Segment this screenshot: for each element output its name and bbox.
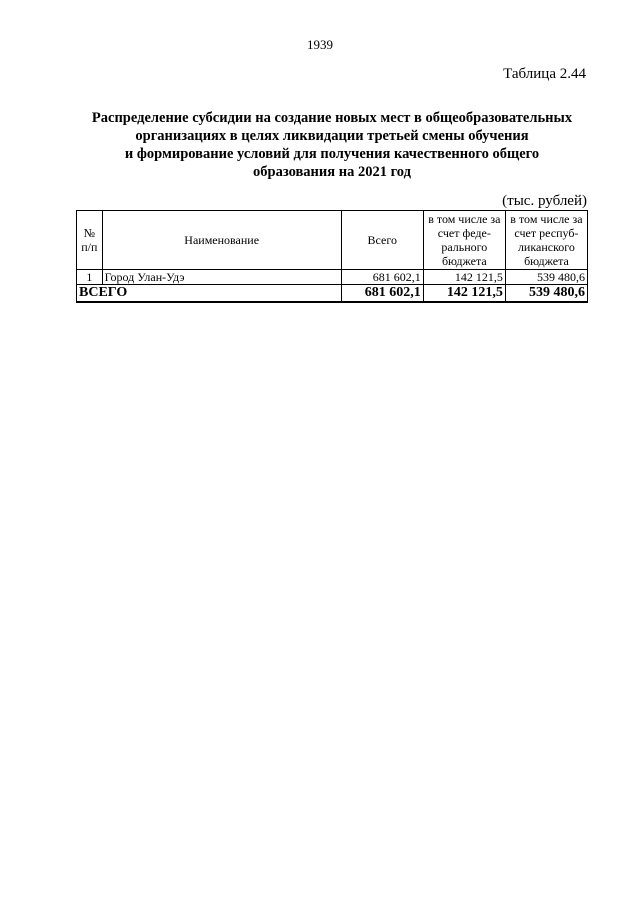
header-federal-line: рального: [441, 240, 488, 254]
header-republic-line: в том числе за: [510, 212, 583, 226]
header-republic-line: счет респуб-: [514, 226, 579, 240]
row-total: 681 602,1: [341, 270, 423, 285]
header-federal-line: счет феде-: [437, 226, 491, 240]
header-num: [77, 211, 103, 270]
subsidy-table: [76, 210, 588, 303]
header-federal: [423, 211, 505, 270]
table-header-row: [77, 211, 588, 270]
title-line: и формирование условий для получения качественного общего: [124, 146, 540, 162]
header-total: Всего: [341, 211, 423, 270]
row-federal: 142 121,5: [423, 270, 505, 285]
row-num: 1: [77, 270, 103, 285]
total-row: [77, 285, 588, 303]
title-line: организациях в целях ликвидации третьей смены обучения: [135, 128, 529, 144]
header-num-line: №: [83, 226, 96, 240]
total-label: ВСЕГО: [77, 285, 342, 303]
total-republic: 539 480,6: [505, 285, 587, 303]
total-federal: 142 121,5: [423, 285, 505, 303]
header-republic-line: ликанского: [517, 240, 575, 254]
header-republic: [505, 211, 587, 270]
table-label: Таблица 2.44: [503, 66, 586, 82]
page-number: 1939: [307, 37, 333, 52]
title-line: Распределение субсидии на создание новых мест в общеобразовательных: [91, 110, 573, 126]
row-name: Город Улан-Удэ: [102, 270, 341, 285]
title-line: образования на 2021 год: [253, 164, 411, 180]
header-federal-line: в том числе за: [428, 212, 501, 226]
table-row: [77, 270, 588, 285]
total-sum: 681 602,1: [341, 285, 423, 303]
units-note: (тыс. рублей): [502, 193, 587, 209]
header-name: Наименование: [102, 211, 341, 270]
row-republic: 539 480,6: [505, 270, 587, 285]
header-num-line: п/п: [81, 240, 98, 254]
header-republic-line: бюджета: [524, 254, 569, 268]
header-federal-line: бюджета: [441, 254, 487, 268]
document-title: [60, 109, 604, 181]
